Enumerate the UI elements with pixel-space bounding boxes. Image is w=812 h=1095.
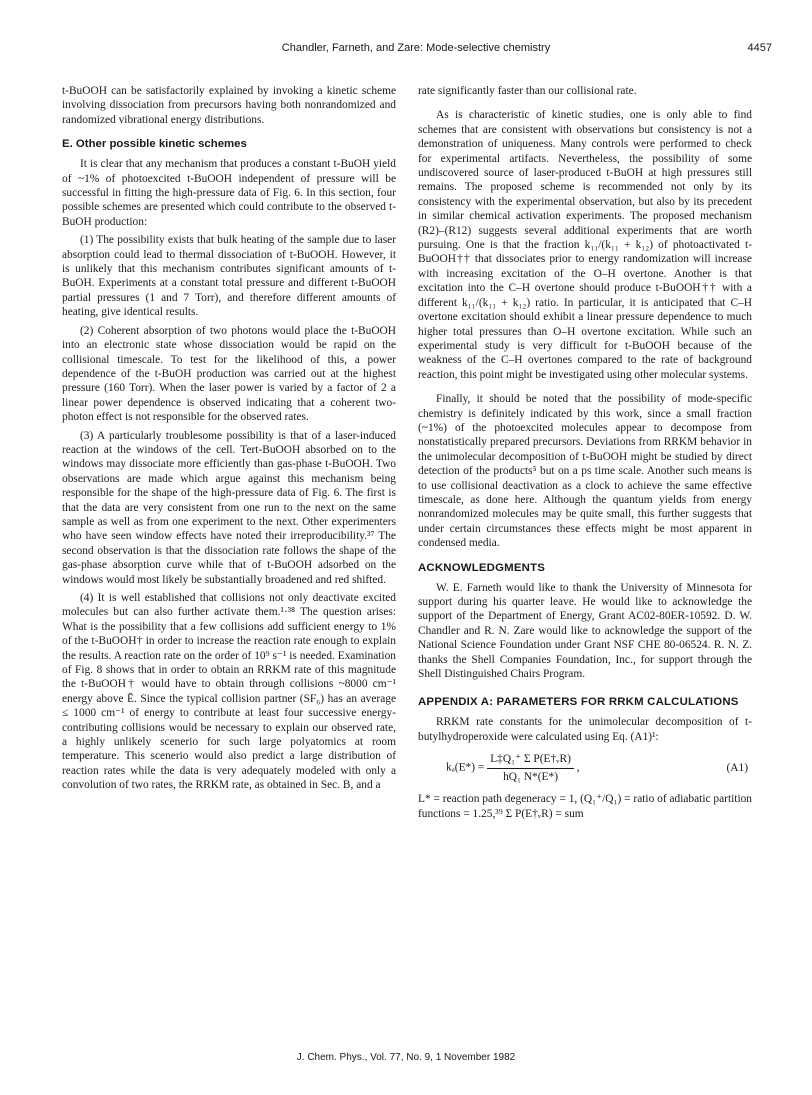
appendix-paragraph: RRKM rate constants for the unimolecular decomposition of t-butylhydroperoxide were calculated using Eq. (A1)¹: xyxy=(418,716,752,743)
acknowledgments-paragraph: W. E. Farneth would like to thank the University of Minnesota for support during his quarter leave. He would like to acknowledge the support of the Department of Energy, Grant AC02-80ER-10592. D. W. Chandler and R. N. Zare would like to acknowledge the support of the National Science Foundation under Grant NSF CHE 80-06524. R. N. Z. thanks the Shell Companies Foundation, Inc., for support through the Shell Distinguished Chairs Program. xyxy=(418,581,752,681)
right-column xyxy=(418,84,752,821)
intro-paragraph: t-BuOOH can be satisfactorily explained by invoking a kinetic scheme involving dissociation from precursors having both nonrandomized and randomized vibrational energy distributions. xyxy=(62,85,396,126)
list-item-1: (1) The possibility exists that bulk heating of the sample due to laser absorption could lead to thermal dissociation of t-BuOOH. However, it is unlikely that this mechanism contributes significant amounts of t-BuOH. Experiments at a constant total pressure and different t-BuOOH partial pressures (1 and 7 Torr), and therefore different amounts of heating, give identical results. xyxy=(62,234,396,319)
acknowledgments-heading: ACKNOWLEDGMENTS xyxy=(418,561,546,574)
section-heading-e: E. Other possible kinetic schemes xyxy=(62,138,247,151)
left-column xyxy=(62,84,396,793)
page-number: 4457 xyxy=(747,42,772,54)
journal-footer: J. Chem. Phys., Vol. 77, No. 9, 1 November 1982 xyxy=(296,1052,516,1063)
paragraph: It is clear that any mechanism that produces a constant t-BuOH yield of ~1% of photoexcited t-BuOOH independent of pressure will be successful in fitting the high-pressure data of Fig. 6. In this section, four possible schemes are presented which could contribute to the observed t-BuOH production: xyxy=(62,158,396,228)
list-item-3: (3) A particularly troublesome possibility is that of a laser-induced reaction at the windows of the cell. Tert-BuOOH absorbed on to the windows may dissociate more efficiently than gas-phase t-BuOOH. Two observations are made which argue against this mechanism being responsible for the shape of the high-pressure data of Fig. 6. The first is that the data are very consistent from one run to the next on the same sample as well as from one experiment to the next. Other experimenters who have seen window effects have noted their irreproducibility.³⁷ The second observation is that the dissociation rate follows the shape of the gas-phase absorption curve while that of t-BuOOH adsorbed on the windows would most likely be substantially broadened and red shifted. xyxy=(62,429,396,586)
equation-fraction xyxy=(487,752,574,784)
equation-body: kₐ(E*) = $\frac{\text{L‡Q₁⁺ Σ P(E†ᵥR)}}{\text{hQ₁ N*(E*)}}$ , xyxy=(446,753,580,783)
continuation-paragraph: rate significantly faster than our collisional rate. xyxy=(418,85,637,97)
list-item-4: (4) It is well established that collisions not only deactivate excited molecules but can also further activate them.¹·³⁸ The question arises: What is the possibility that a few collisions add sufficient energy to 1% of the t-BuOOH† in order to increase the reaction rate enough to explain the results. A reaction rate on the order of 10⁹ s⁻¹ is needed. Examination of Fig. 8 shows that in order to obtain an RRKM rate of this magnitude the t-BuOOH† would have to obtain through collisions ~8000 cm⁻¹ energy above Ē. Since the typical collision partner (SF₆) has an average ≤ 1000 cm⁻¹ of energy to contribute at least four successive energy-contributing collisions would be necessary to explain our observed rate, a highly unlikely scenerio for such large polyatomics at room temperature. This scenerio would also predict a large distribution of reaction rates while the data is very adequately modeled with only a convolution of two rates, the RRKM rate, as obtained in Sec. B, and a xyxy=(62,592,396,792)
equation-number: (A1) xyxy=(726,762,748,775)
list-item-2: (2) Coherent absorption of two photons would place the t-BuOOH into an electronic state whose dissociation would be rapid on the collisional timescale. To test for the likelihood of this, a power dependence of the t-BuOH production was carried out at the highest pressure (160 Torr). When the laser power is varied by a factor of 2 a linear power dependence is observed indicating that a coherent two-photon effect is not responsible for the observed rates. xyxy=(62,324,396,424)
equation-lhs: kₐ(E*) = xyxy=(446,761,485,774)
running-title: Chandler, Farneth, and Zare: Mode-selective chemistry xyxy=(281,42,551,54)
appendix-heading: APPENDIX A: PARAMETERS FOR RRKM CALCULATIONS xyxy=(418,696,739,709)
paragraph: Finally, it should be noted that the possibility of mode-specific chemistry is definitely indicated by this work, since a small fraction (~1%) of the photoexcited molecules appear to decompose from nonstatistically prepared precursors. Deviations from RRKM behavior in the unimolecular decomposition of t-BuOOH might be studied by direct detection of the products⁵ but on a ps time scale. Another such means is to use collisional deactivation as a clock to achieve the same effective timescale, as done here. Although the quantum yields from energy nonrandomized molecules may be quite small, this further suggests that under certain circumstances these effects might be most apparent in condensed media. xyxy=(418,393,752,550)
equation-numerator: L‡Q₁⁺ Σ P(E†ᵥR) xyxy=(487,752,574,768)
paragraph: As is characteristic of kinetic studies, one is only able to find schemes that are consistent with observations but consistency is not a demonstration of uniqueness. Many controls were performed to check for experimental artifacts. Nevertheless, the possibility of some undiscovered source of laser-produced t-BuOH at high pressures still remains. The proposed scheme is recommended not only by its consistency with the experimental observation, but also by its precedent in similar chemical activation experiments. The proposed mechanism (R2)–(R12) suggests several additional experiments that are worth pursuing. One is that the fraction k₁₁/(k₁₁ + k₁₂) of photoactivated t-BuOOH†† that dissociates prior to energy randomization will increase with increasing excitation of the O–H overtone. Another is that excitation into the C–H overtone should produce t-BuOOH†† with a different k₁₁/(k₁₁ + k₁₂) ratio. In particular, it is anticipated that C–H overtone excitation should exhibit a linear pressure dependence to much higher total pressures than O–H overtone excitation. While such an experimental study is very difficult for t-BuOOH because of the weakness of the C–H overtones compared to the rate of background reaction, this point might be investigated using other molecular systems. xyxy=(418,109,752,381)
after-equation-text: L* = reaction path degeneracy = 1, (Q₁⁺/Q₁) = ratio of adiabatic partition functions = 1.25,³⁹ Σ P(E†ᵥR) = sum xyxy=(418,793,753,820)
equation-denominator: hQ₁ N*(E*) xyxy=(503,770,558,783)
running-head xyxy=(60,42,772,58)
equation-a1 xyxy=(418,750,752,788)
